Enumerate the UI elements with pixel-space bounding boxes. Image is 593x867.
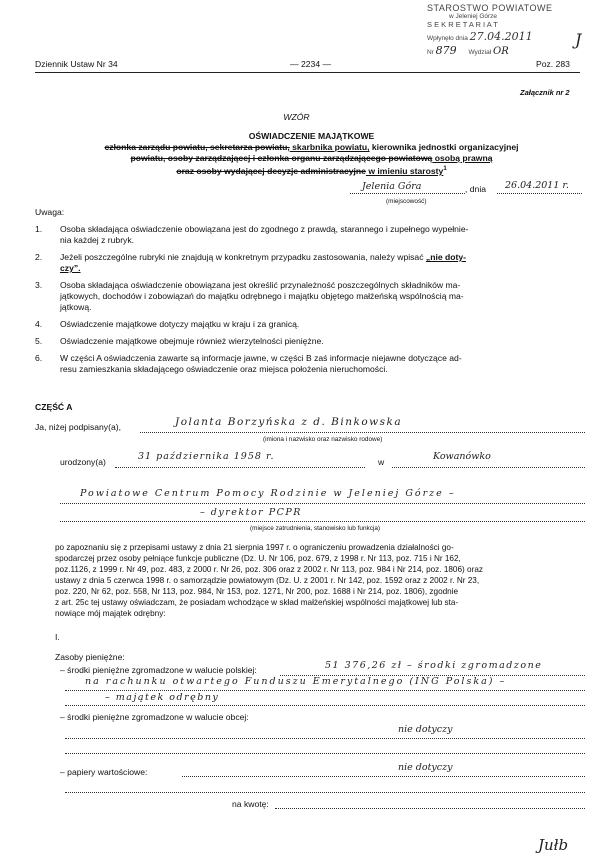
birth-date-line [115,467,365,468]
stamp-nr-value: 879 [435,44,457,57]
securities-label: – papiery wartościowe: [60,767,148,777]
pln-funds-extra-1: na rachunku otwartego Funduszu Emerytalnego (ING Polska) – [85,676,507,687]
birth-date-value: 31 października 1958 r. [138,451,275,462]
page-number: — 2234 — [290,59,332,69]
note-item: 4. Oświadczenie majątkowe dotyczy majątku w kraju i za granicą. [35,319,300,329]
position-number: Poz. 283 [536,59,570,69]
securities-value: nie dotyczy [398,762,453,773]
employer-value-1: Powiatowe Centrum Pomocy Rodzinie w Jeleniej Górze – [80,488,456,499]
born-label: urodzony(a) [60,457,106,467]
pln-funds-line2 [65,690,585,691]
place-line [350,193,465,194]
note-item: 2. Jeżeli poszczególne rubryki nie znajdują w konkretnym przypadku zastosowania, należy wpisać „nie doty- czy”. [35,252,467,273]
fx-funds-line [65,738,585,739]
pln-funds-value: 51 376,26 zł – środki zgromadzone [325,660,543,671]
birth-place-line [392,467,585,468]
amount-line [275,808,585,809]
header-rule [35,72,580,73]
pln-funds-extra-2: – majątek odrębny [105,692,220,703]
margin-initials: Jułb [538,836,569,854]
stamp-line3: S E K R E T A R I A T [427,20,498,29]
registry-stamp [427,3,587,63]
document-title: OŚWIADCZENIE MAJĄTKOWE [248,131,375,141]
notes-heading: Uwaga: [35,207,65,217]
note-item: 3. Osoba składająca oświadczenie obowiązana jest określić przynależność poszczególnych składników ma- jątkowych, dochodów i zobowiązań do majątku odrębnego i majątku objętego małżeńską wspólnością ma- jątkową. [35,280,464,312]
stamp-received-date: 27.04.2011 [469,30,533,43]
name-line [140,432,585,433]
employer-value-2: – dyrektor PCPR [200,507,302,518]
part-a-heading: CZĘŚĆ A [35,402,73,412]
title-line1: członka zarządu powiatu, sekretarza powiatu, skarbnika powiatu, kierownika jednostki organizacyjnej [104,142,519,152]
pln-funds-label: – środki pieniężne zgromadzone w walucie polskiej: [60,665,257,675]
pln-funds-line3 [65,705,585,706]
fx-funds-value: nie dotyczy [398,724,453,735]
employer-line1 [60,503,585,504]
securities-line [182,776,585,777]
note-item: 1. Osoba składająca oświadczenie obowiązana jest do zgodnego z prawdą, starannego i zupełnego wypełnie- nia każdej z rubryk. [35,224,469,245]
note-item: 6. W części A oświadczenia zawarte są informacje jawne, w części B zaś informacje niejawne dotyczące ad- resu zamieszkania składającego oświadczenie oraz miejsca położenia nieruchomości. [35,353,462,374]
fx-funds-line2 [65,753,585,754]
section-i-label: I. [55,632,60,642]
cash-assets-label: Zasoby pieniężne: [55,652,125,662]
stamp-initials: J [575,30,582,49]
born-in-label: w [378,457,385,467]
place-value: Jelenia Góra [362,181,422,192]
date-label: , dnia [465,184,487,194]
attachment-label: Załącznik nr 2 [520,88,570,97]
name-caption: (imiona i nazwisko oraz nazwisko rodowe) [263,436,383,443]
employer-caption: (miejsce zatrudnienia, stanowisko lub funkcja) [250,525,381,532]
place-caption: (miejscowość) [386,198,427,205]
law-paragraph: po zapoznaniu się z przepisami ustawy z dnia 21 sierpnia 1997 r. o ograniczeniu prowadzenia działalności go- spodarczej przez osoby pełniące funkcje publiczne (Dz. U. Nr 106, poz. 679, z 1998 r. Nr 113, poz. 715 i Nr 162, poz.1126, z 1999 r. Nr 49, poz. 483, z 2000 r. Nr 26, poz. 306 oraz z 2002 r. Nr 113, poz. 984 i Nr 214, poz. 1806) oraz ustawy z dnia 5 czerwca 1998 r. o samorządzie powiatowym (Dz. U. z 2001 r. Nr 142, poz. 1592 oraz z 2002 r. Nr 23, poz. 220, Nr 62, poz. 558, Nr 113, poz. 984, Nr 153, poz. 1271, Nr 200, poz. 1688 i Nr 214, poz. 1806), zgodnie z art. 25c tej ustawy oświadczam, że posiadam wchodzące w skład małżeńskiej wspólności majątkowej lub sta- nowiące mój majątek odrębny: [55,543,483,618]
date-line [497,193,582,194]
title-line2: powiatu, osoby zarządzającej i członka organu zarządzającego powiatową osobą prawną [130,153,493,163]
template-label: WZÓR [283,112,310,122]
stamp-line1: STAROSTWO POWIATOWE [427,3,553,13]
birth-place-value: Kowanówko [433,451,491,462]
stamp-dept-value: OR [493,46,509,57]
notes-list [35,224,590,381]
note-item: 5. Oświadczenie majątkowe obejmuje również wierzytelności pieniężne. [35,336,324,346]
stamp-line2: w Jeleniej Górze [449,13,498,20]
employer-line2 [60,521,585,522]
amount-label: na kwotę: [232,799,269,809]
title-line3: oraz osoby wydającej decyzje administracyjne w imieniu starosty$^1$ [176,165,447,176]
stamp-dept-label: Wydział [468,49,492,56]
fx-funds-label: – środki pieniężne zgromadzone w walucie obcej: [60,712,249,722]
signatory-label: Ja, niżej podpisany(a), [35,422,121,432]
stamp-received-label: Wpłynęło dnia [427,35,468,42]
securities-line2 [65,792,585,793]
stamp-nr-label: Nr [427,49,434,56]
journal-name: Dziennik Ustaw Nr 34 [35,59,118,69]
date-value: 26.04.2011 r. [505,180,569,191]
name-value: Jolanta Borzyńska z d. Binkowska [175,416,403,428]
